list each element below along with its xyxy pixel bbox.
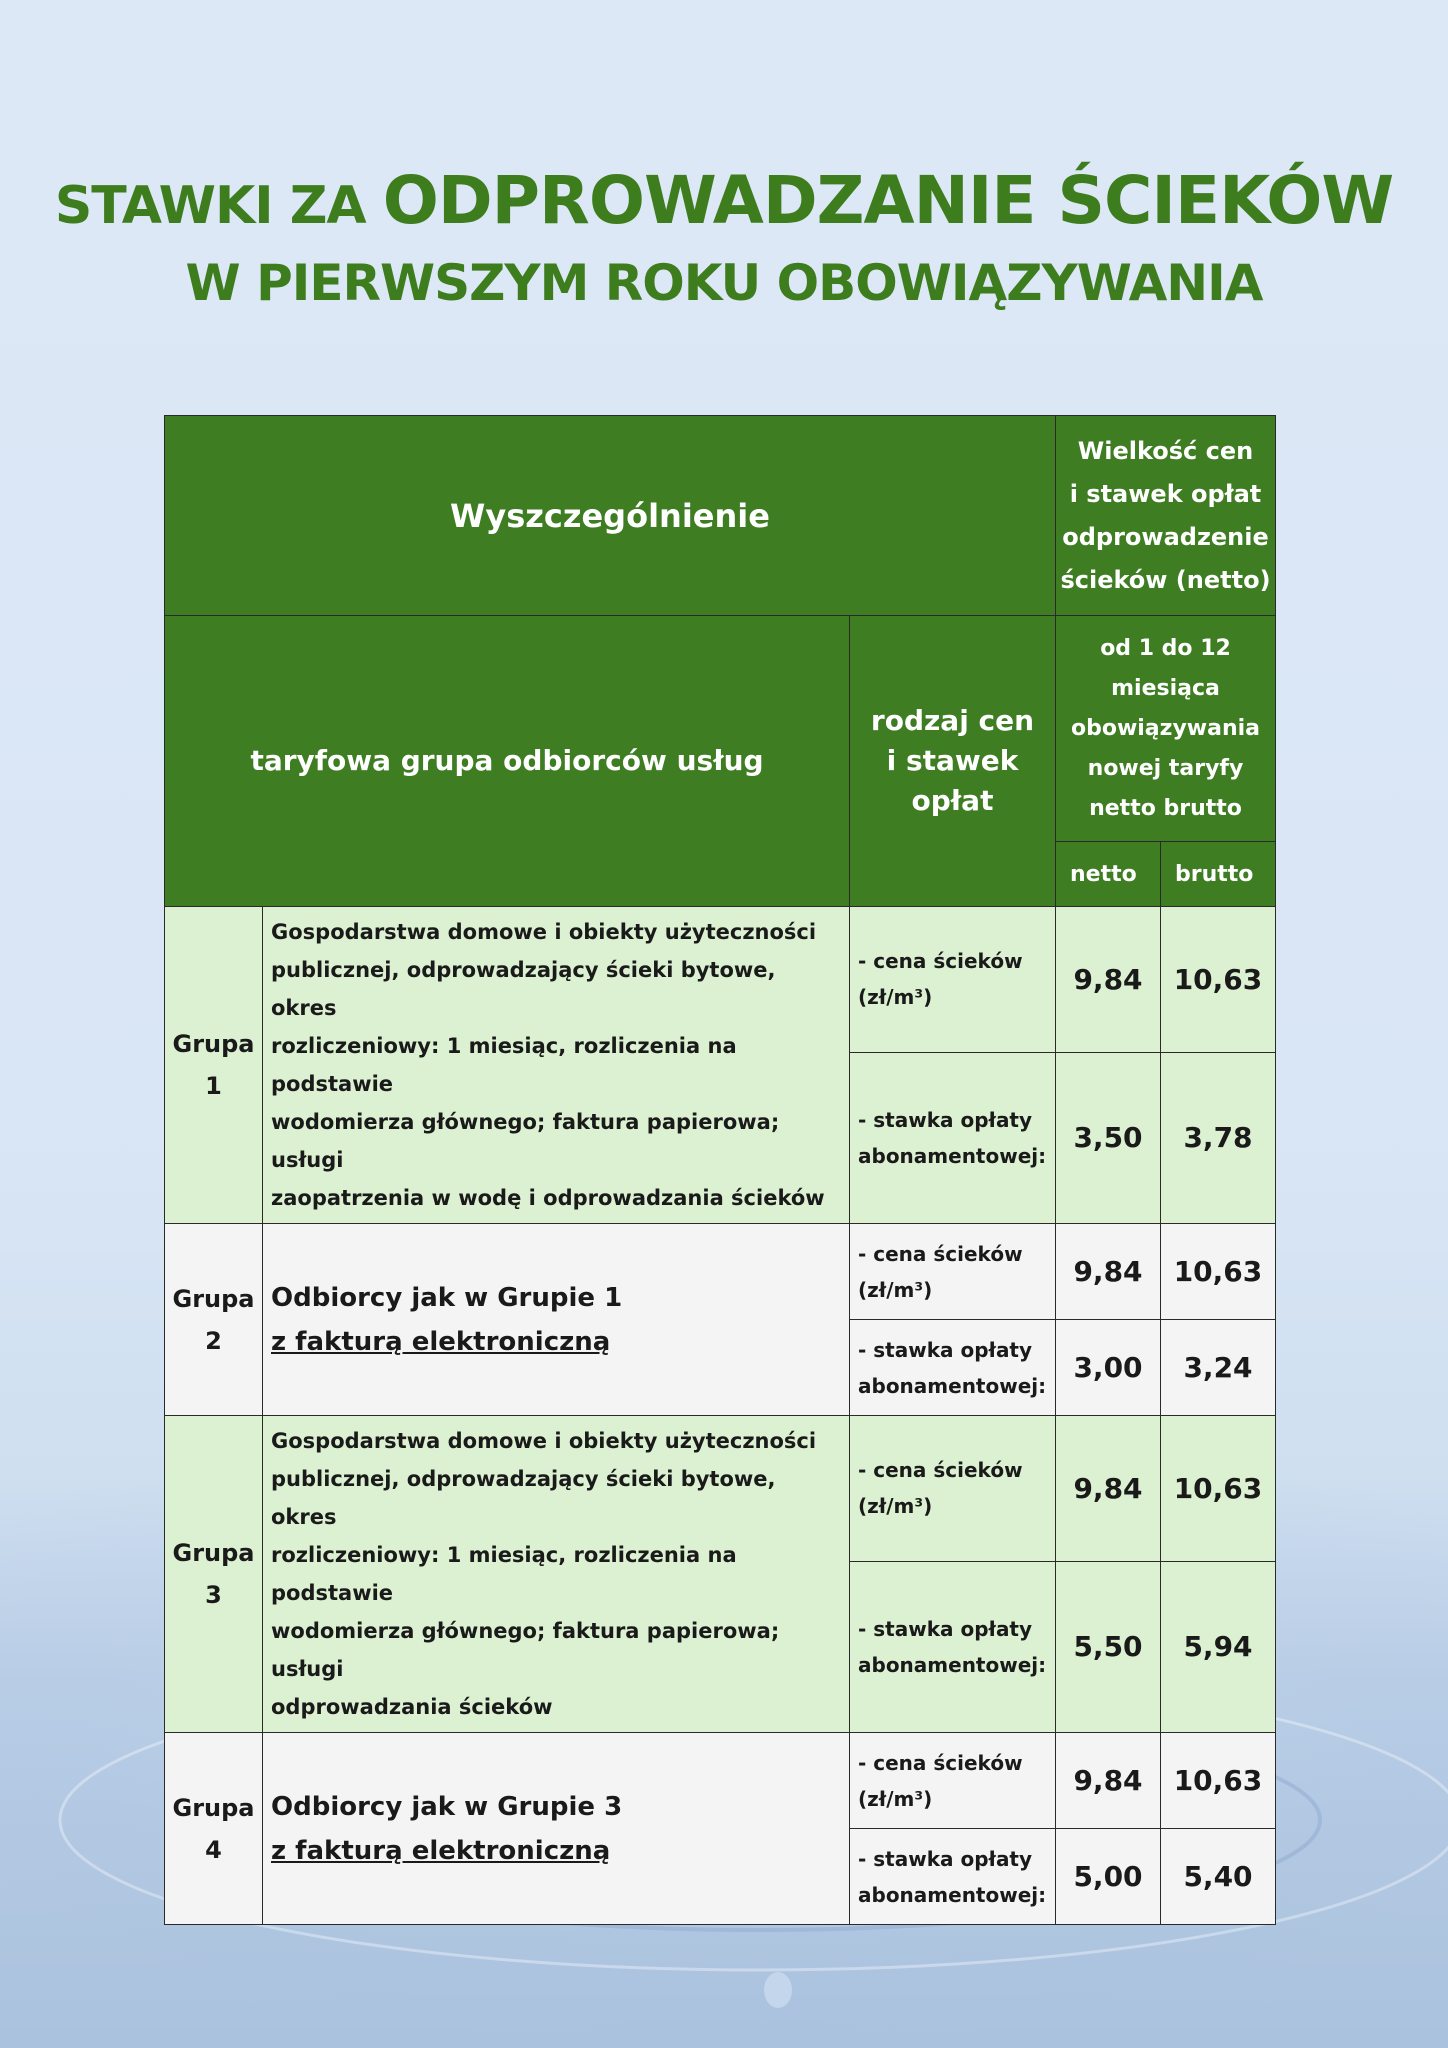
header-specification: Wyszczególnienie xyxy=(165,416,1056,616)
group-label: Grupa 2 xyxy=(165,1224,263,1416)
header-netto: netto xyxy=(1056,842,1161,907)
price-kind: - cena ścieków (zł/m³) xyxy=(850,1416,1056,1562)
table-row xyxy=(165,1224,1276,1320)
price-kind: - cena ścieków (zł/m³) xyxy=(850,1224,1056,1320)
table-row xyxy=(165,1416,1276,1562)
netto-value: 5,50 xyxy=(1056,1561,1161,1732)
netto-value: 9,84 xyxy=(1056,1733,1161,1829)
netto-value: 5,00 xyxy=(1056,1829,1161,1925)
brutto-value: 10,63 xyxy=(1161,1416,1276,1562)
price-kind: - cena ścieków (zł/m³) xyxy=(850,907,1056,1053)
brutto-value: 10,63 xyxy=(1161,1733,1276,1829)
group-label: Grupa 3 xyxy=(165,1416,263,1733)
rates-table xyxy=(164,415,1276,1925)
brutto-value: 10,63 xyxy=(1161,1224,1276,1320)
brutto-value: 3,24 xyxy=(1161,1320,1276,1416)
price-kind: - cena ścieków (zł/m³) xyxy=(850,1733,1056,1829)
price-kind: - stawka opłaty abonamentowej: xyxy=(850,1052,1056,1223)
header-row-2 xyxy=(165,616,1276,842)
title-main: ODPROWADZANIE ŚCIEKÓW xyxy=(382,162,1394,239)
group-description: Odbiorcy jak w Grupie 1 z fakturą elektroniczną xyxy=(263,1224,850,1416)
title-line-2: W PIERWSZYM ROKU OBOWIĄZYWANIA xyxy=(185,254,1263,312)
group-description: Gospodarstwa domowe i obiekty użyteczności publicznej, odprowadzający ścieki bytowe, okres rozliczeniowy: 1 miesiąc, rozliczenia na podstawie wodomierza głównego; faktura papierowa; usługi zaopatrzenia w wodę i odprowadzania ścieków xyxy=(263,907,850,1224)
header-brutto: brutto xyxy=(1161,842,1276,907)
netto-value: 9,84 xyxy=(1056,1224,1161,1320)
group-label: Grupa 1 xyxy=(165,907,263,1224)
page-title xyxy=(0,155,1448,314)
price-kind: - stawka opłaty abonamentowej: xyxy=(850,1561,1056,1732)
group-description: Odbiorcy jak w Grupie 3 z fakturą elektroniczną xyxy=(263,1733,850,1925)
header-rates-size: Wielkość cen i stawek opłat odprowadzenie ścieków (netto) xyxy=(1056,416,1276,616)
brutto-value: 3,78 xyxy=(1161,1052,1276,1223)
brutto-value: 5,40 xyxy=(1161,1829,1276,1925)
netto-value: 9,84 xyxy=(1056,1416,1161,1562)
header-price-kind: rodzaj cen i stawek opłat xyxy=(850,616,1056,907)
netto-value: 9,84 xyxy=(1056,907,1161,1053)
table-row xyxy=(165,1733,1276,1829)
header-tariff-group: taryfowa grupa odbiorców usług xyxy=(165,616,850,907)
price-kind: - stawka opłaty abonamentowej: xyxy=(850,1320,1056,1416)
title-prefix: STAWKI ZA xyxy=(54,176,366,236)
header-row-1 xyxy=(165,416,1276,616)
title-line-1 xyxy=(0,155,1448,252)
brutto-value: 10,63 xyxy=(1161,907,1276,1053)
price-kind: - stawka opłaty abonamentowej: xyxy=(850,1829,1056,1925)
netto-value: 3,00 xyxy=(1056,1320,1161,1416)
group-description: Gospodarstwa domowe i obiekty użyteczności publicznej, odprowadzający ścieki bytowe, okres rozliczeniowy: 1 miesiąc, rozliczenia na podstawie wodomierza głównego; faktura papierowa; usługi odprowadzania ścieków xyxy=(263,1416,850,1733)
brutto-value: 5,94 xyxy=(1161,1561,1276,1732)
netto-value: 3,50 xyxy=(1056,1052,1161,1223)
group-label: Grupa 4 xyxy=(165,1733,263,1925)
table-row xyxy=(165,907,1276,1053)
header-period: od 1 do 12 miesiąca obowiązywania nowej taryfy netto brutto xyxy=(1056,616,1276,842)
